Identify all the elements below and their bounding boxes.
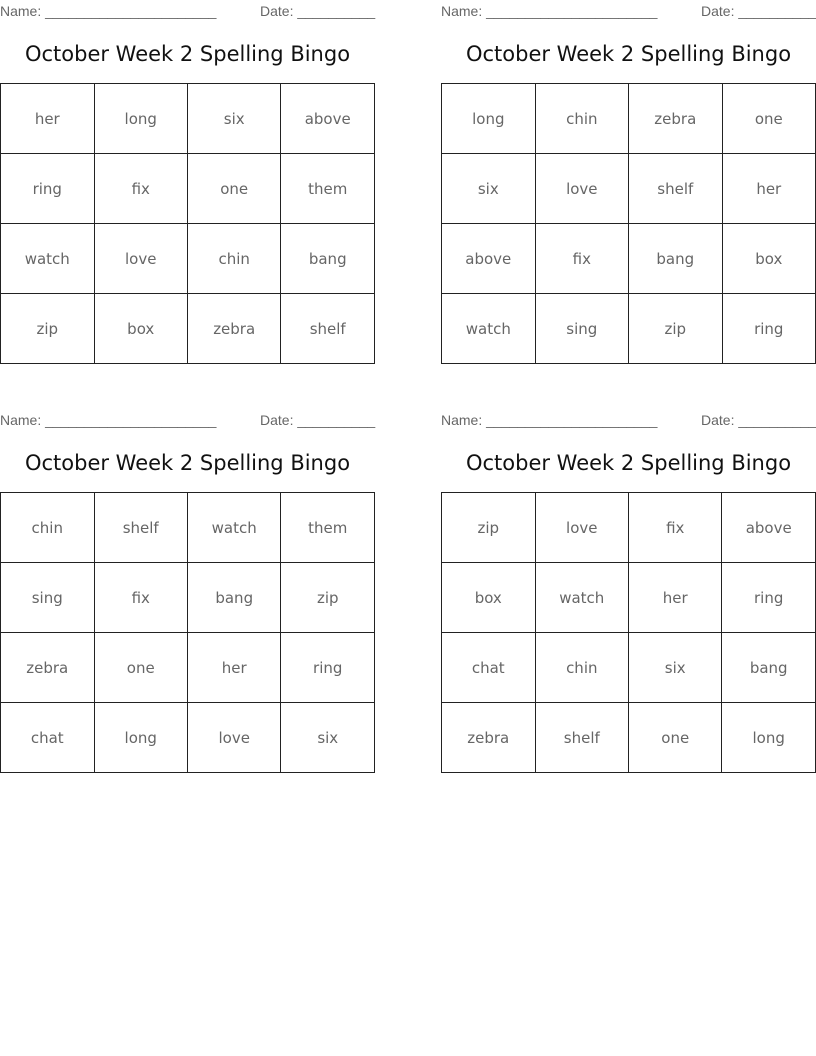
bingo-cell: fix [94,563,187,633]
bingo-cell: her [1,84,95,154]
name-date-line [441,3,816,19]
bingo-cell: chin [1,493,95,563]
grid-row [1,224,375,294]
name-date-line [0,412,375,428]
bingo-cell: shelf [281,294,375,364]
bingo-cell: zebra [187,294,281,364]
bingo-cell: sing [535,294,628,364]
bingo-cell: long [94,703,187,773]
bingo-cell: zebra [629,84,723,154]
bingo-cell: shelf [94,493,187,563]
bingo-cell: zip [281,563,375,633]
bingo-cell: bang [281,224,375,294]
bingo-cell: one [94,633,187,703]
grid-row [1,703,375,773]
name-field: Name: ______________________ [0,3,217,19]
bingo-cell: ring [722,294,815,364]
bingo-grid [441,83,816,364]
bingo-cell: above [722,493,816,563]
bingo-cell: ring [281,633,375,703]
bingo-cell: chat [442,633,536,703]
bingo-cell: zip [442,493,536,563]
grid-row [442,493,816,563]
bingo-cell: six [281,703,375,773]
bingo-cell: fix [94,154,187,224]
date-field: Date: __________ [260,412,376,428]
bingo-cell: long [442,84,536,154]
bingo-cell: love [94,224,187,294]
name-date-line [441,412,816,428]
bingo-cell: zebra [442,703,536,773]
bingo-cell: fix [629,493,722,563]
bingo-cell: above [281,84,375,154]
bingo-cell: shelf [535,703,629,773]
bingo-cell: long [94,84,187,154]
grid-row [442,224,816,294]
bingo-cell: them [281,493,375,563]
bingo-cell: six [629,633,722,703]
bingo-cell: chin [535,84,628,154]
grid-row [442,294,816,364]
bingo-cell: zip [629,294,723,364]
bingo-cell: above [442,224,536,294]
grid-row [442,84,816,154]
bingo-cell: watch [1,224,95,294]
card-title: October Week 2 Spelling Bingo [24,451,351,475]
name-field: Name: ______________________ [441,3,658,19]
bingo-cell: zip [1,294,95,364]
bingo-cell: box [722,224,815,294]
bingo-cell: watch [442,294,536,364]
name-field: Name: ______________________ [0,412,217,428]
bingo-grid [441,492,816,773]
date-field: Date: __________ [260,3,376,19]
grid-row [442,563,816,633]
bingo-cell: box [94,294,187,364]
grid-row [442,633,816,703]
grid-row [1,84,375,154]
grid-row [442,154,816,224]
card-title: October Week 2 Spelling Bingo [465,451,792,475]
bingo-cell: one [629,703,722,773]
bingo-cell: box [442,563,536,633]
bingo-cell: one [722,84,815,154]
bingo-cell: ring [722,563,816,633]
bingo-cell: six [442,154,536,224]
bingo-cell: her [722,154,815,224]
bingo-cell: six [187,84,281,154]
bingo-cell: shelf [629,154,723,224]
bingo-cell: love [187,703,281,773]
bingo-cell: zebra [1,633,95,703]
bingo-cell: chat [1,703,95,773]
grid-row [1,154,375,224]
date-field: Date: __________ [701,412,816,428]
bingo-cell: bang [629,224,723,294]
bingo-cell: fix [535,224,628,294]
grid-row [442,703,816,773]
bingo-cell: chin [187,224,281,294]
bingo-grid [0,83,375,364]
bingo-cell: sing [1,563,95,633]
bingo-cell: chin [535,633,629,703]
bingo-cell: ring [1,154,95,224]
bingo-cell: one [187,154,281,224]
grid-row [1,493,375,563]
bingo-cell: long [722,703,816,773]
bingo-cell: them [281,154,375,224]
card-title: October Week 2 Spelling Bingo [24,42,351,66]
bingo-cell: bang [187,563,281,633]
bingo-cell: love [535,493,629,563]
name-date-line [0,3,375,19]
bingo-cell: her [629,563,722,633]
bingo-cell: watch [187,493,281,563]
name-field: Name: ______________________ [441,412,658,428]
bingo-cell: her [187,633,281,703]
bingo-grid [0,492,375,773]
grid-row [1,294,375,364]
bingo-cell: love [535,154,628,224]
grid-row [1,633,375,703]
bingo-cell: bang [722,633,816,703]
date-field: Date: __________ [701,3,816,19]
grid-row [1,563,375,633]
card-title: October Week 2 Spelling Bingo [465,42,792,66]
bingo-cell: watch [535,563,629,633]
